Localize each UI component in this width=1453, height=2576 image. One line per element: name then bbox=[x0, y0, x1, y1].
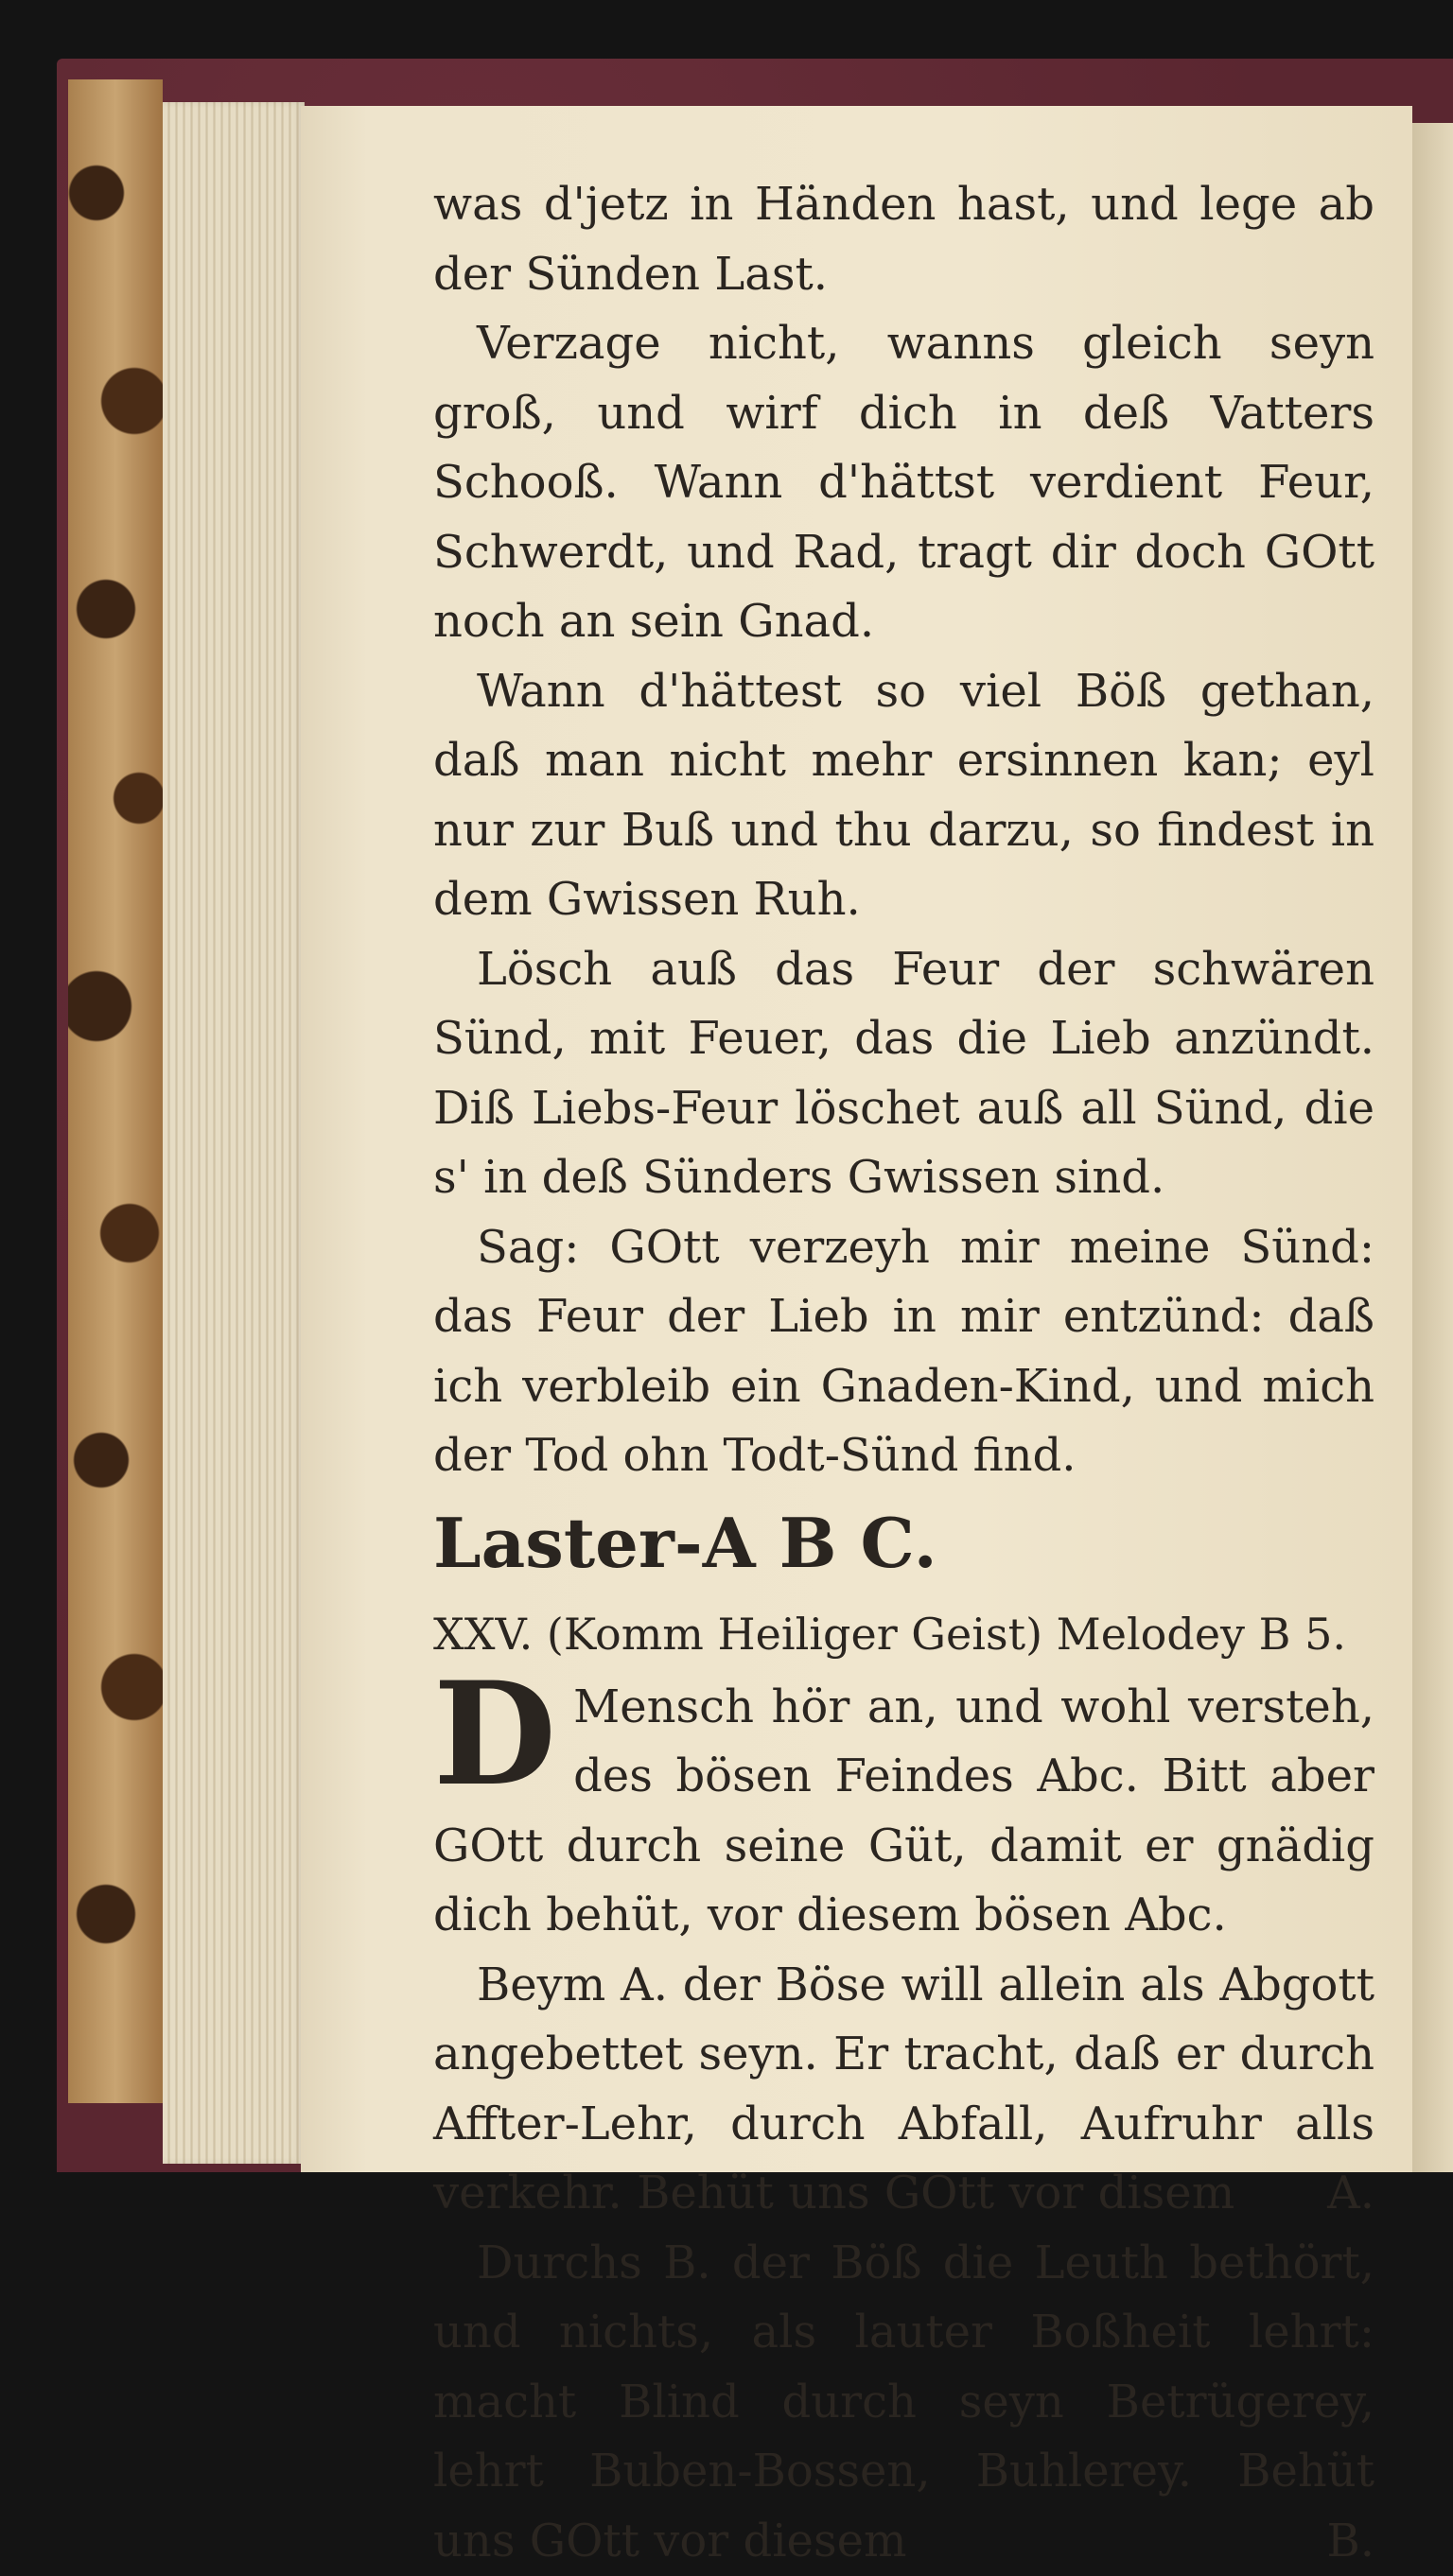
section-heading: Laster-A B C. bbox=[433, 1491, 1374, 1595]
page-edges bbox=[163, 102, 305, 2164]
paragraph-6: Mensch hör an, und wohl versteh, des bösen Feindes Abc. Bitt aber GOtt durch seine Güt, damit er gnädig dich behüt, vor diesem bösen Abc. bbox=[433, 1673, 1374, 1951]
paragraph-4: Lösch auß das Feur der schwären Sünd, mit Feuer, das die Lieb anzündt. Diß Liebs-Feur löschet auß all Sünd, die s' in deß Sünders Gwissen sind. bbox=[433, 935, 1374, 1213]
facing-page-edge bbox=[1412, 123, 1453, 2172]
hymn-subheading: XXV. (Komm Heiliger Geist) Melodey B 5. bbox=[433, 1595, 1374, 1673]
paragraph-1: was d'jetz in Händen hast, und lege ab der Sünden Last. bbox=[433, 170, 1374, 309]
paragraph-2: Verzage nicht, wanns gleich seyn groß, und wirf dich in deß Vatters Schooß. Wann d'hättst verdient Feur, Schwerdt, und Rad, tragt dir doch GOtt noch an sein Gnad. bbox=[433, 309, 1374, 657]
stanza-letter-a: A. bbox=[1284, 2159, 1374, 2229]
paragraph-8-text: Durchs B. der Böß die Leuth bethört, und nichts, als lauter Boßheit lehrt: macht Blind durch seyn Betrügerey, lehrt Buben-Bossen, Buhlerey. Behüt uns GOtt vor diesem bbox=[433, 2237, 1374, 2567]
drop-cap-letter: D bbox=[433, 1679, 556, 1800]
page-text bbox=[433, 170, 1374, 2576]
paragraph-8 bbox=[433, 2229, 1374, 2576]
drop-cap-paragraph bbox=[433, 1673, 1374, 1951]
paragraph-7-text: Beym A. der Böse will allein als Abgott angebettet seyn. Er tracht, daß er durch Affter-Lehr, durch Abfall, Aufruhr alls verkehr. Behüt uns GOtt vor disem bbox=[433, 1958, 1374, 2220]
marbled-board bbox=[68, 79, 163, 2103]
paragraph-7 bbox=[433, 1951, 1374, 2229]
paragraph-5: Sag: GOtt verzeyh mir meine Sünd: das Feur der Lieb in mir entzünd: daß ich verbleib ein Gnaden-Kind, und mich der Tod ohn Todt-Sünd find. bbox=[433, 1213, 1374, 1491]
stanza-letter-b: B. bbox=[1283, 2507, 1374, 2576]
paragraph-3: Wann d'hättest so viel Böß gethan, daß man nicht mehr ersinnen kan; eyl nur zur Buß und thu darzu, so findest in dem Gwissen Ruh. bbox=[433, 657, 1374, 935]
